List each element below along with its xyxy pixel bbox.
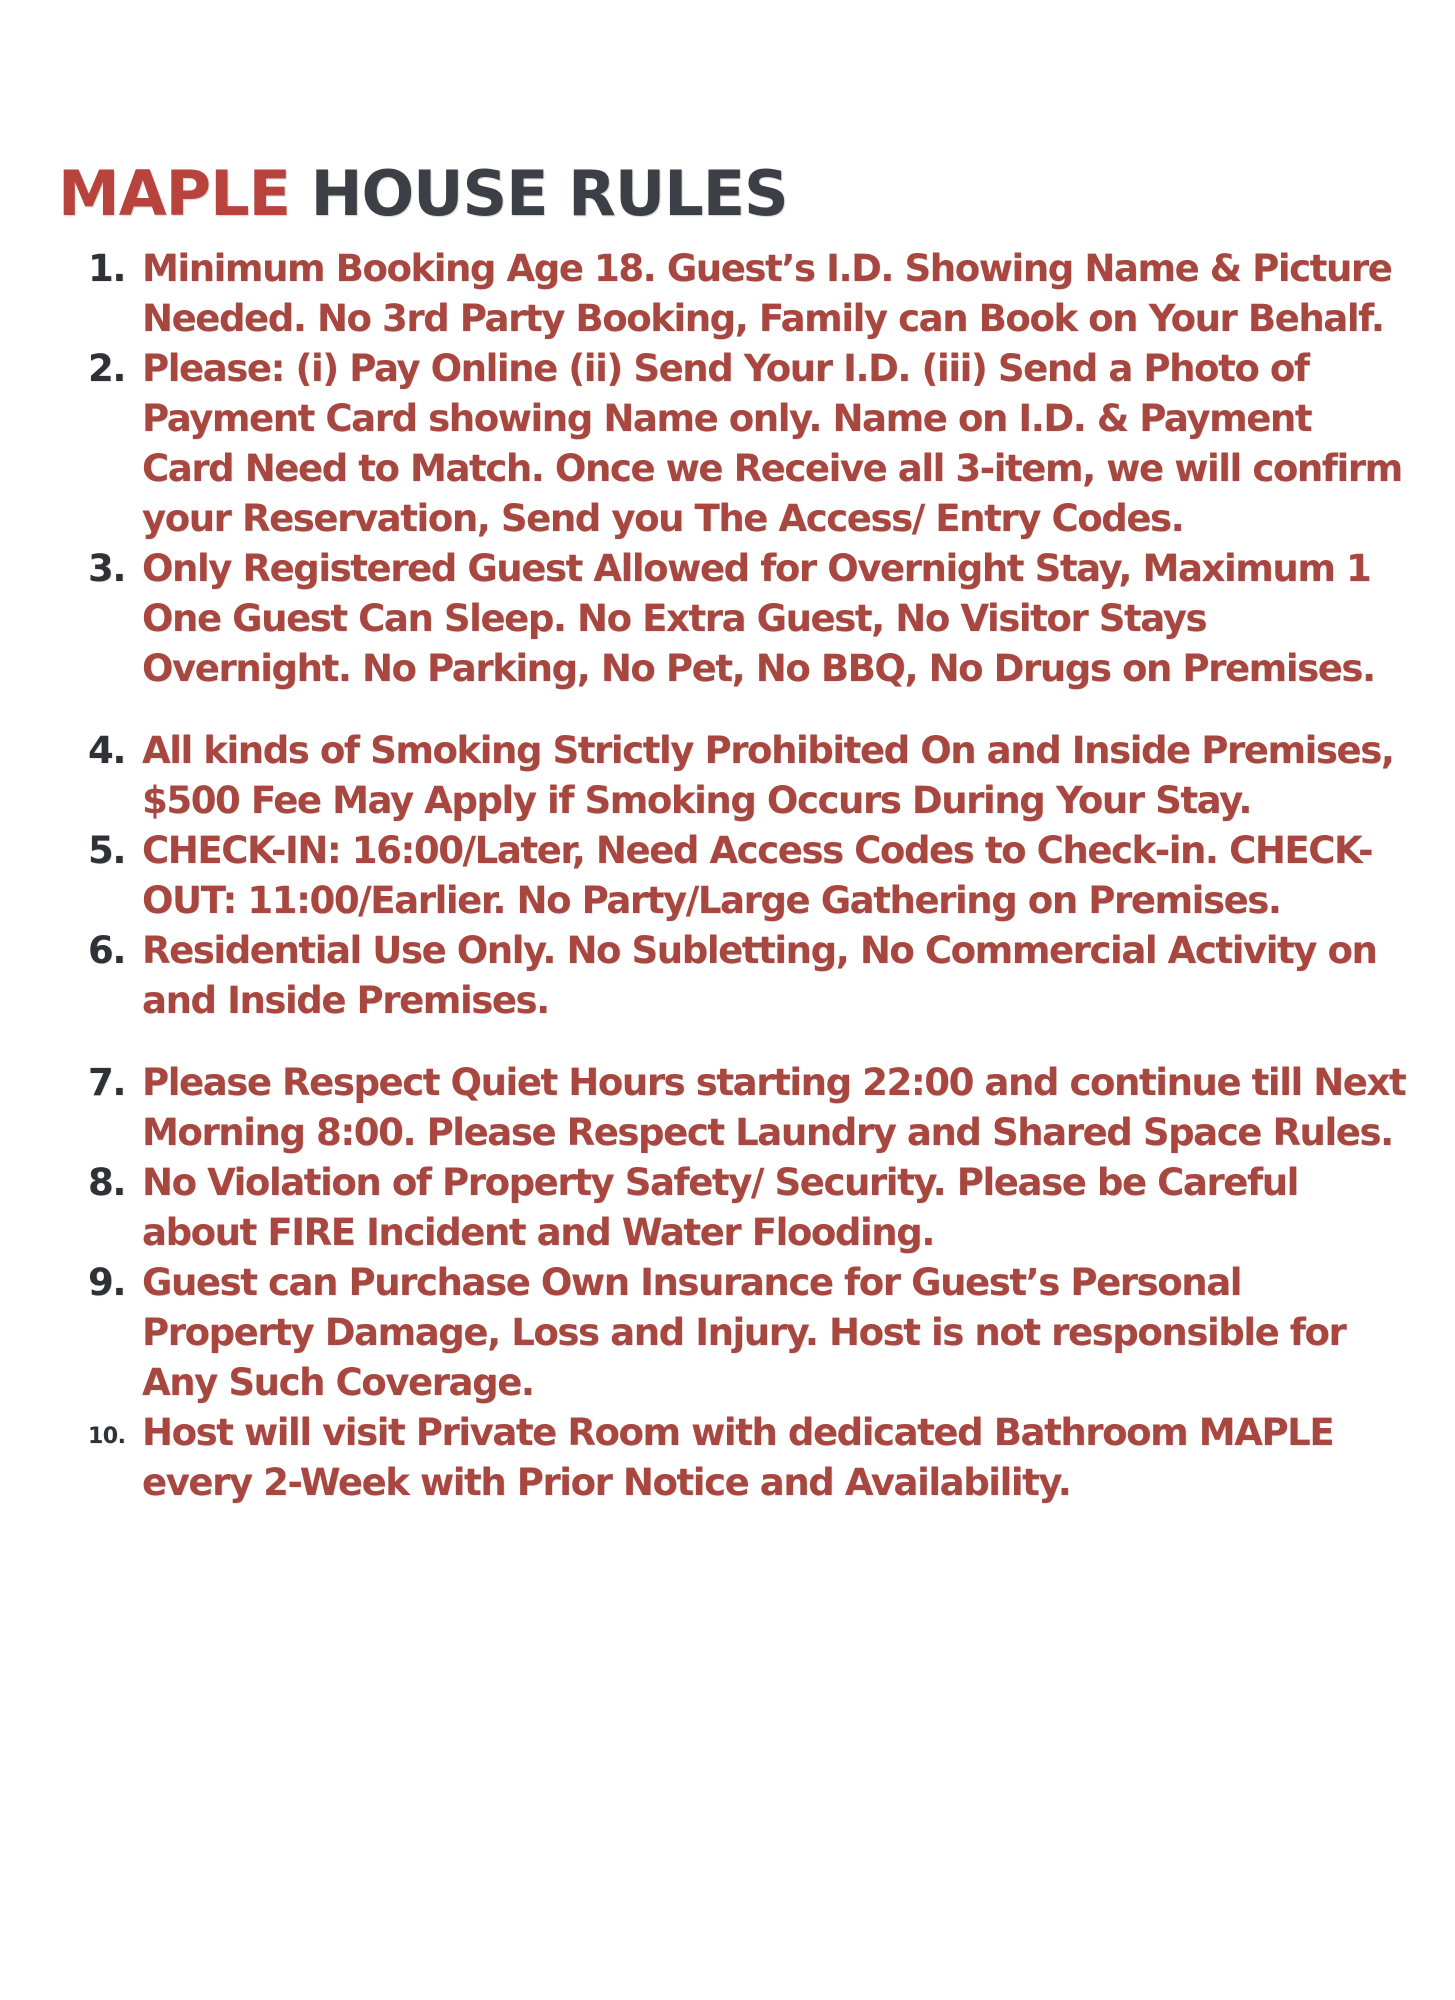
rule-number: 6. — [88, 929, 126, 972]
rule-text: All kinds of Smoking Strictly Prohibited On and Inside Premises, $500 Fee May Apply if Smoking Occurs During Your Stay. — [142, 729, 1394, 822]
rule-number: 3. — [88, 547, 126, 590]
rule-item — [88, 544, 1408, 694]
title-house-rules: HOUSE RULES — [310, 157, 788, 230]
rule-number: 5. — [88, 829, 126, 872]
rule-text: Guest can Purchase Own Insurance for Guest’s Personal Property Damage, Loss and Injury. Host is not responsible for Any Such Coverage. — [142, 1261, 1346, 1404]
rule-number: 8. — [88, 1161, 126, 1204]
rule-item — [88, 244, 1408, 344]
rule-number: 10. — [88, 1424, 126, 1449]
rule-text: CHECK-IN: 16:00/Later, Need Access Codes to Check-in. CHECK-OUT: 11:00/Earlier. No Party/Large Gathering on Premises. — [142, 829, 1373, 922]
rule-text: Residential Use Only. No Subletting, No Commercial Activity on and Inside Premises. — [142, 929, 1377, 1022]
page-title — [58, 158, 788, 230]
rule-number: 2. — [88, 347, 126, 390]
rule-item — [88, 1258, 1408, 1408]
rule-item — [88, 344, 1408, 544]
rule-number: 9. — [88, 1261, 126, 1304]
rule-item — [88, 726, 1408, 826]
rule-text: Host will visit Private Room with dedicated Bathroom MAPLE every 2-Week with Prior Notice and Availability. — [142, 1411, 1334, 1504]
rule-number: 7. — [88, 1061, 126, 1104]
rule-item — [88, 1408, 1408, 1508]
rule-text: Only Registered Guest Allowed for Overnight Stay, Maximum 1 One Guest Can Sleep. No Extra Guest, No Visitor Stays Overnight. No Parking, No Pet, No BBQ, No Drugs on Premises. — [142, 547, 1375, 690]
title-maple: MAPLE — [58, 157, 290, 230]
rule-text: Please: (i) Pay Online (ii) Send Your I.D. (iii) Send a Photo of Payment Card showing Name only. Name on I.D. & Payment Card Need to Match. Once we Receive all 3-item, we will confirm your Reservation, Send you The Access/ Entry Codes. — [142, 347, 1402, 540]
rule-item — [88, 1158, 1408, 1258]
rule-number: 1. — [88, 247, 126, 290]
rule-text: Please Respect Quiet Hours starting 22:00 and continue till Next Morning 8:00. Please Respect Laundry and Shared Space Rules. — [142, 1061, 1406, 1154]
rule-item — [88, 1058, 1408, 1158]
rule-item — [88, 826, 1408, 926]
rule-number: 4. — [88, 729, 126, 772]
rule-item — [88, 926, 1408, 1026]
rules-list — [88, 244, 1408, 1508]
rule-text: No Violation of Property Safety/ Security. Please be Careful about FIRE Incident and Water Flooding. — [142, 1161, 1298, 1254]
rule-text: Minimum Booking Age 18. Guest’s I.D. Showing Name & Picture Needed. No 3rd Party Booking, Family can Book on Your Behalf. — [142, 247, 1392, 340]
